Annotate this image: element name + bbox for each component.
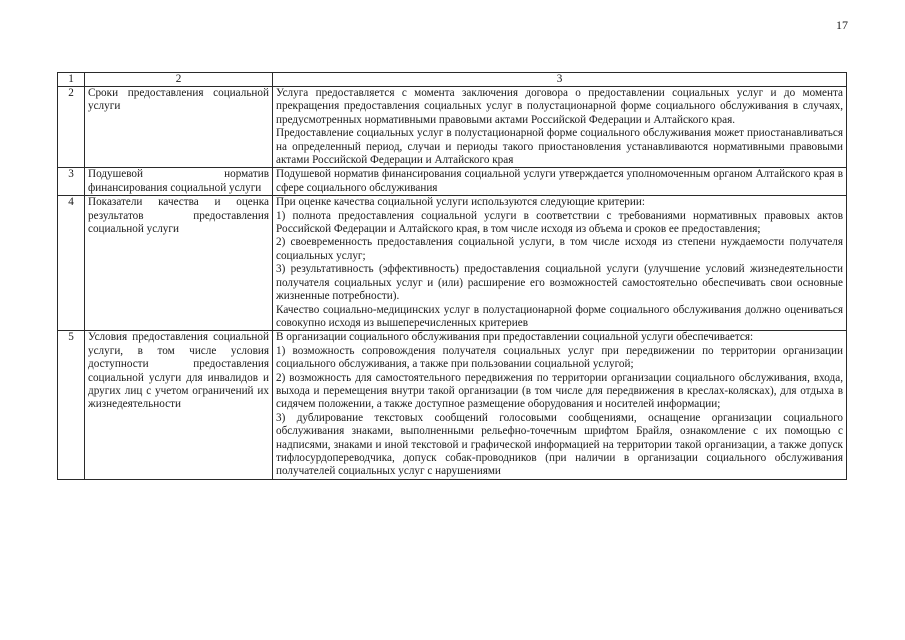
- row-title: Подушевой норматив финансирования социальной услуги: [85, 168, 273, 196]
- row-number: 3: [58, 168, 85, 196]
- table-row: [58, 87, 847, 168]
- paragraph: Качество социально-медицинских услуг в полустационарной форме социального обслуживания должно оцениваться совокупно исходя из вышеперечисленных критериев: [276, 303, 843, 329]
- table-row: [58, 168, 847, 196]
- row-content: [273, 331, 847, 479]
- table-header-row: [58, 73, 847, 87]
- header-col-2: 2: [85, 73, 273, 87]
- header-col-3: 3: [273, 73, 847, 87]
- services-table: [57, 72, 847, 480]
- paragraph: Предоставление социальных услуг в полустационарной форме социального обслуживания может приостанавливаться на определенный период, случаи и периоды такого приостановления устанавливаются нормативными правовыми актами Российской Федерации и Алтайского края: [276, 127, 843, 167]
- page-number: 17: [836, 18, 848, 32]
- paragraph: 3) результативность (эффективность) предоставления социальной услуги (улучшение условий жизнедеятельности получателя социальных услуг и (или) расширение его возможностей самостоятельно обеспечивать свои основные жизненные потребности).: [276, 263, 843, 303]
- paragraph: При оценке качества социальной услуги используются следующие критерии:: [276, 196, 645, 209]
- table-row: [58, 196, 847, 331]
- paragraph: Подушевой норматив финансирования социальной услуги утверждается уполномоченным органом Алтайского края в сфере социального обслуживания: [276, 168, 843, 194]
- row-number: 5: [58, 331, 85, 479]
- paragraph: 2) своевременность предоставления социальной услуги, в том числе исходя из степени нуждаемости получателя социальных услуг;: [276, 236, 843, 262]
- row-title: Показатели качества и оценка результатов предоставления социальной услуги: [85, 196, 273, 331]
- row-title: Сроки предоставления социальной услуги: [85, 87, 273, 168]
- paragraph: 1) полнота предоставления социальной услуги в соответствии с требованиями нормативных правовых актов Российской Федерации и Алтайского края, в том числе исходя из объема и сроков ее предоставления;: [276, 209, 843, 236]
- row-content: [273, 87, 847, 168]
- paragraph: Услуга предоставляется с момента заключения договора о предоставлении социальных услуг и до момента прекращения предоставления социальных услуг в полустационарной форме социального обслуживания в случаях, предусмотренных нормативными правовыми актами Российской Федерации и Алтайского края.: [276, 87, 843, 126]
- paragraph: 3) дублирование текстовых сообщений голосовыми сообщениями, оснащение организации социального обслуживания знаками, выполненными рельефно-точечным шрифтом Брайля, ознакомление с их помощью с надписями, знаками и иной текстовой и графической информацией на территории такой организации, а также допуск тифлосурдопереводчика, допуск собак-проводников (при наличии в организации социального обслуживания получателей социальных услуг с нарушениями: [276, 411, 843, 478]
- row-content: [273, 196, 847, 331]
- row-number: 2: [58, 87, 85, 168]
- paragraph: В организации социального обслуживания при предоставлении социальной услуги обеспечивается:: [276, 331, 754, 344]
- table-row: [58, 331, 847, 479]
- row-title: Условия предоставления социальной услуги, в том числе условия доступности предоставления социальной услуги для инвалидов и других лиц с учетом ограничений их жизнедеятельности: [85, 331, 273, 479]
- paragraph: 1) возможность сопровождения получателя социальных услуг при передвижении по территории организации социального обслуживания, а также при пользовании социальной услугой;: [276, 344, 843, 371]
- row-number: 4: [58, 196, 85, 331]
- header-col-1: 1: [58, 73, 85, 87]
- row-content: [273, 168, 847, 196]
- paragraph: 2) возможность для самостоятельного передвижения по территории организации социального обслуживания, входа, выхода и перемещения внутри такой организации (в том числе для передвижения в креслах-колясках), для отдыха в сидячем положении, а также доступное размещение оборудования и носителей информации;: [276, 371, 843, 411]
